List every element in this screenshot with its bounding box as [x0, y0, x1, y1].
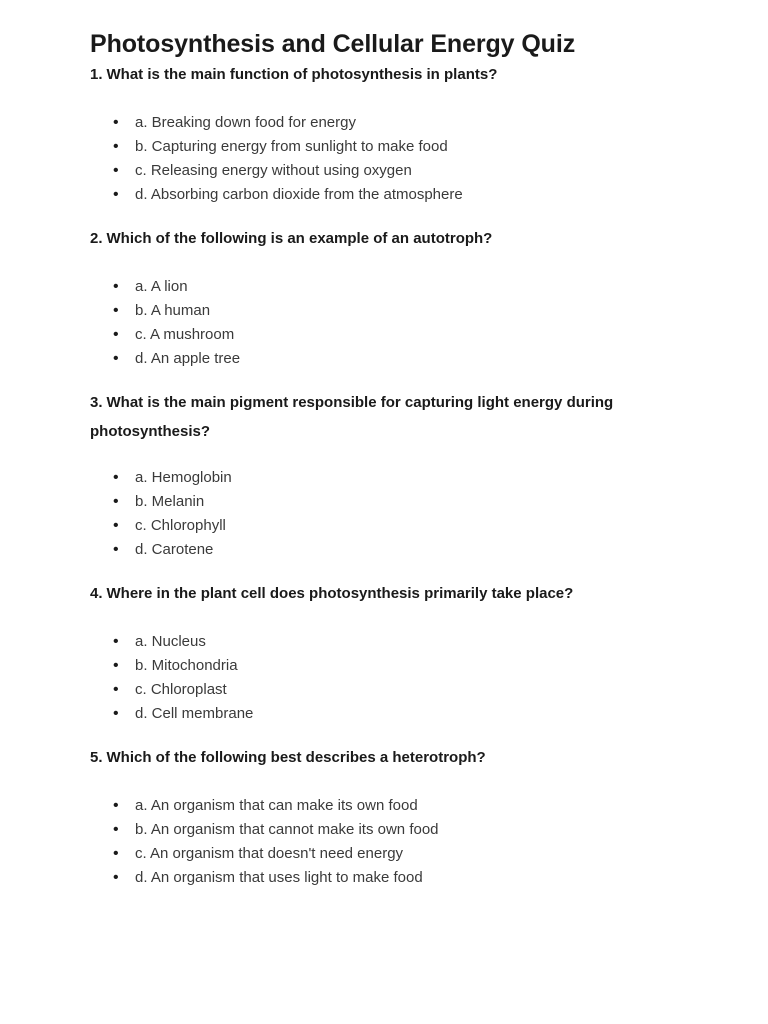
option-list	[90, 275, 678, 371]
option-item	[90, 323, 678, 347]
option-list	[90, 630, 678, 726]
option-item	[90, 818, 678, 842]
option-label: b. Mitochondria	[135, 657, 238, 674]
page-title: Photosynthesis and Cellular Energy Quiz	[90, 30, 576, 58]
option-label: a. An organism that can make its own food	[135, 797, 418, 814]
bullet-icon: •	[113, 797, 119, 814]
bullet-icon: •	[113, 278, 119, 295]
option-label: d. Cell membrane	[135, 705, 254, 722]
option-item	[90, 514, 678, 538]
bullet-icon: •	[113, 633, 119, 650]
option-label: a. A lion	[135, 278, 188, 295]
option-item	[90, 111, 678, 135]
bullet-icon: •	[113, 138, 119, 155]
bullet-icon: •	[113, 705, 119, 722]
option-label: d. An apple tree	[135, 350, 241, 367]
question-number: 3.	[90, 394, 103, 411]
bullet-icon: •	[113, 657, 119, 674]
bullet-icon: •	[113, 821, 119, 838]
question-text	[90, 388, 678, 446]
option-item	[90, 702, 678, 726]
option-label: b. Capturing energy from sunlight to make food	[135, 138, 448, 155]
question-number: 1.	[90, 66, 103, 83]
option-item	[90, 678, 678, 702]
option-label: c. An organism that doesn't need energy	[135, 845, 404, 862]
bullet-icon: •	[113, 114, 119, 131]
question-text	[90, 224, 678, 253]
question-1	[90, 60, 678, 207]
bullet-icon: •	[113, 845, 119, 862]
question-number: 4.	[90, 585, 103, 602]
question-prompt: Where in the plant cell does photosynthesis primarily take place?	[106, 585, 574, 602]
question-5	[90, 743, 678, 890]
option-item	[90, 299, 678, 323]
question-prompt: What is the main function of photosynthesis in plants?	[106, 66, 498, 83]
question-prompt: What is the main pigment responsible for capturing light energy during photosynthesis?	[90, 394, 614, 440]
option-label: a. Nucleus	[135, 633, 206, 650]
option-label: d. An organism that uses light to make food	[135, 869, 423, 886]
option-item	[90, 183, 678, 207]
question-number: 2.	[90, 230, 103, 247]
option-item	[90, 490, 678, 514]
option-list	[90, 466, 678, 562]
option-item	[90, 654, 678, 678]
question-prompt: Which of the following is an example of an autotroph?	[106, 230, 493, 247]
option-label: d. Carotene	[135, 541, 214, 558]
question-text	[90, 743, 678, 772]
question-2	[90, 224, 678, 371]
option-item	[90, 866, 678, 890]
option-item	[90, 275, 678, 299]
option-item	[90, 630, 678, 654]
question-4	[90, 579, 678, 726]
option-label: c. Chloroplast	[135, 681, 227, 698]
option-label: b. Melanin	[135, 493, 205, 510]
bullet-icon: •	[113, 186, 119, 203]
option-item	[90, 347, 678, 371]
bullet-icon: •	[113, 469, 119, 486]
option-label: a. Breaking down food for energy	[135, 114, 356, 131]
question-text	[90, 579, 678, 608]
question-number: 5.	[90, 749, 103, 766]
bullet-icon: •	[113, 517, 119, 534]
question-text	[90, 60, 678, 89]
option-item	[90, 466, 678, 490]
option-item	[90, 842, 678, 866]
bullet-icon: •	[113, 162, 119, 179]
option-item	[90, 794, 678, 818]
bullet-icon: •	[113, 326, 119, 343]
option-label: b. A human	[135, 302, 211, 319]
bullet-icon: •	[113, 541, 119, 558]
option-item	[90, 538, 678, 562]
option-item	[90, 159, 678, 183]
option-label: d. Absorbing carbon dioxide from the atmosphere	[135, 186, 463, 203]
question-prompt: Which of the following best describes a heterotroph?	[106, 749, 486, 766]
option-item	[90, 135, 678, 159]
option-list	[90, 794, 678, 890]
bullet-icon: •	[113, 869, 119, 886]
bullet-icon: •	[113, 302, 119, 319]
option-label: b. An organism that cannot make its own food	[135, 821, 439, 838]
question-3	[90, 388, 678, 562]
bullet-icon: •	[113, 493, 119, 510]
bullet-icon: •	[113, 350, 119, 367]
bullet-icon: •	[113, 681, 119, 698]
option-label: c. Releasing energy without using oxygen	[135, 162, 412, 179]
option-list	[90, 111, 678, 207]
option-label: c. A mushroom	[135, 326, 235, 343]
option-label: a. Hemoglobin	[135, 469, 232, 486]
option-label: c. Chlorophyll	[135, 517, 226, 534]
